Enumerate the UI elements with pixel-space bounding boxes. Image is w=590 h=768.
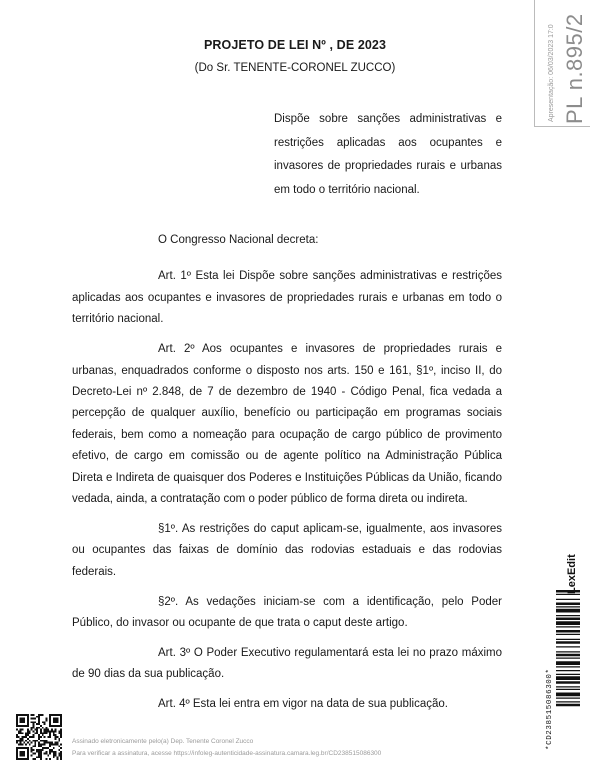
bill-number-stamp: PL n.895/2 (562, 13, 587, 124)
article-1: Art. 1º Esta lei Dispõe sobre sanções administrativas e restrições aplicadas aos ocupantes e invasores de propriedades rurais e urbanas em todo o território nacional. (72, 270, 502, 326)
paragraph-1: §1º. As restrições do caput aplicam-se, igualmente, aos invasores ou ocupantes das faixas de domínio das rodovias estaduais e das rodovias federais. (72, 522, 502, 578)
bill-author: (Do Sr. TENENTE-CORONEL ZUCCO) (194, 62, 396, 74)
article-3: Art. 3º O Poder Executivo regulamentará esta lei no prazo máximo de 90 dias da sua publicação. (72, 646, 502, 681)
barcode-image (556, 590, 580, 748)
article-2: Art. 2º Aos ocupantes e invasores de propriedades rurais e urbanas, enquadrados conforme o disposto nos arts. 150 e 161, §1º, inciso II, do Decreto-Lei nº 2.848, de 7 de dezembro de 1940 - Código Penal, fica vedada a percepção de qualquer auxílio, benefício ou participação em programas sociais federais, bem como a nomeação para ocupação de cargo público de provimento efetivo, de cargo em comissão ou de agente político na Administração Pública Direta e Indireta de quaisquer dos Poderes e Instituições Públicas da União, ficando vedada, ainda, a contratação com o poder público de forma direta ou indireta. (72, 343, 502, 505)
barcode-digits: *CD238515086300* (546, 668, 554, 750)
signature-note: Assinado eletronicamente pelo(a) Dep. Tenente Coronel Zucco (72, 738, 254, 745)
presentation-date: Apresentação: 06/03/2023 17:0 (548, 24, 555, 122)
bill-title: PROJETO DE LEI Nº , DE 2023 (203, 38, 387, 52)
lexedit-logo: LexEdit (566, 554, 578, 594)
bill-body (72, 230, 502, 724)
paragraph-2: §2º. As vedações iniciam-se com a identificação, pelo Poder Público, do invasor ou ocupante de que trata o caput deste artigo. (72, 595, 502, 629)
article-4: Art. 4º Esta lei entra em vigor na data de sua publicação. (158, 698, 448, 711)
qr-code-image (16, 714, 62, 760)
enacting-clause: O Congresso Nacional decreta: (158, 234, 319, 246)
verification-link[interactable]: Para verificar a assinatura, acesse https://infoleg-autenticidade-assinatura.camara.leg.br/CD238515086300 (72, 750, 382, 757)
bill-summary: Dispõe sobre sanções administrativas e restrições aplicadas aos ocupantes e invasores de propriedades rurais e urbanas em todo o território nacional. (274, 113, 502, 196)
